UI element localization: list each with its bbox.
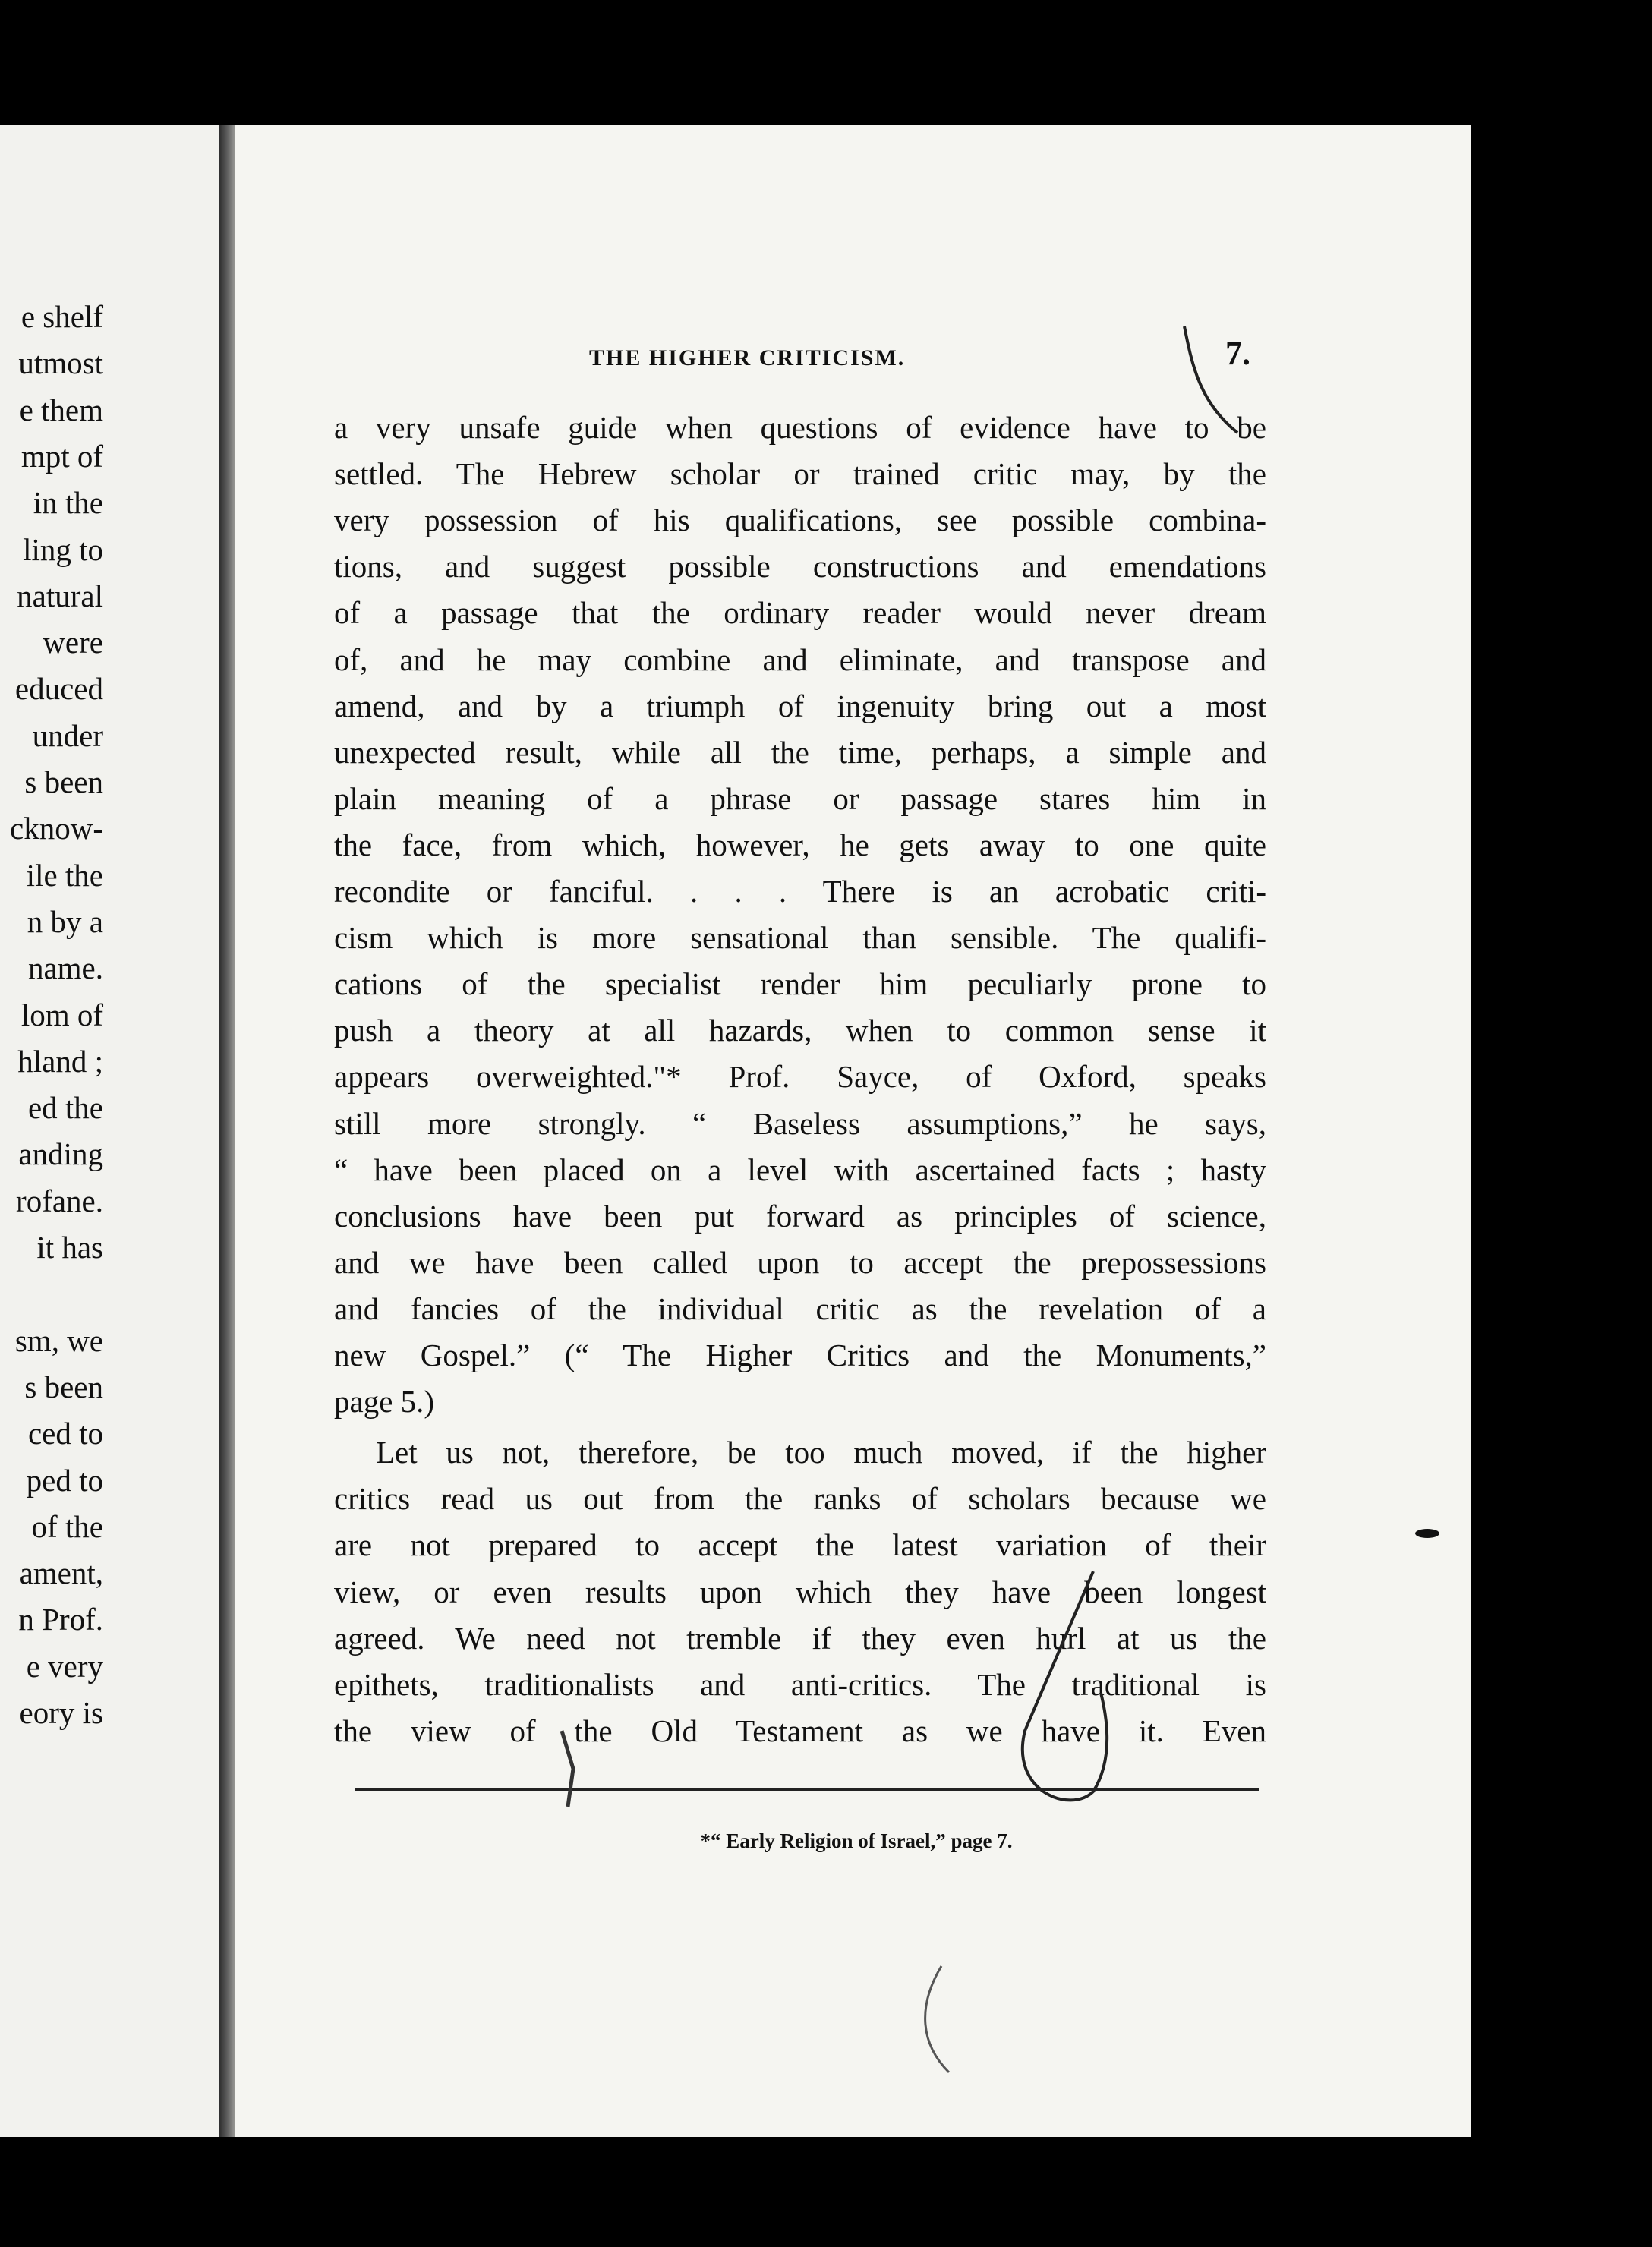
left-page-fragment: ling to [23, 531, 103, 567]
body-line: epithets, traditionalists and anti-critics. The traditional is [334, 1666, 1266, 1702]
scan-border-bottom [0, 2137, 1652, 2247]
scan-speck [1412, 1526, 1442, 1541]
body-line: and we have been called upon to accept the prepossessions [334, 1244, 1266, 1280]
left-page-fragment: natural [17, 578, 103, 613]
body-line: tions, and suggest possible constructions and emendations [334, 549, 1266, 585]
left-page-fragment: e very [26, 1648, 103, 1684]
left-page-fragment: under [32, 717, 103, 753]
body-line: amend, and by a triumph of ingenuity bring out a most [334, 688, 1266, 723]
left-page-fragment: educed [14, 671, 103, 707]
left-page-fragment: rofane. [16, 1183, 103, 1218]
body-line: cism which is more sensational than sensible. The qualifi- [334, 920, 1266, 956]
left-page-fragment: lom of [20, 997, 103, 1032]
running-title: THE HIGHER CRITICISM. [589, 345, 906, 370]
body-line: the view of the Old Testament as we have it. Even [334, 1713, 1266, 1748]
left-page-fragment: e them [19, 392, 103, 427]
pencil-loop-mark [979, 1564, 1124, 1829]
body-line: still more strongly. “ Baseless assumptions,” he says, [334, 1105, 1266, 1141]
body-line: the face, from which, however, he gets away to one quite [334, 827, 1266, 862]
left-page-fragment: ile the [26, 857, 103, 893]
body-line: plain meaning of a phrase or passage stares him in [334, 780, 1266, 816]
left-page-fragment: e shelf [20, 299, 103, 334]
body-line: very possession of his qualifications, see possible combina- [334, 503, 1266, 538]
body-line: agreed. We need not tremble if they even hurl at us the [334, 1620, 1266, 1656]
left-page-fragment: ced to [27, 1416, 103, 1451]
body-line: settled. The Hebrew scholar or trained critic may, by the [334, 456, 1266, 492]
body-line: are not prepared to accept the latest variation of their [334, 1527, 1266, 1563]
left-page-fragment: mpt of [20, 438, 103, 474]
body-line: critics read us out from the ranks of scholars because we [334, 1481, 1266, 1517]
left-page-fragment: it has [36, 1230, 103, 1265]
left-page-fragment: were [43, 625, 103, 660]
body-line: and fancies of the individual critic as the revelation of a [334, 1291, 1266, 1326]
left-page-fragment: n Prof. [18, 1602, 103, 1637]
body-line: cations of the specialist render him peculiarly prone to [334, 966, 1266, 1002]
body-line: Let us not, therefore, be too much moved, if the higher [376, 1435, 1266, 1470]
page-number: 7. [1225, 335, 1250, 372]
pencil-margin-mark [1169, 319, 1260, 440]
body-line: recondite or fanciful. . . . There is an acrobatic criti- [334, 874, 1266, 909]
left-page-fragment: s been [24, 1369, 103, 1404]
left-page-fragment: cknow- [10, 811, 103, 846]
body-line: of, and he may combine and eliminate, and transpose and [334, 641, 1266, 677]
body-line: of a passage that the ordinary reader would never dream [334, 595, 1266, 631]
body-line: view, or even results upon which they have been longest [334, 1574, 1266, 1609]
scan-border-top [0, 0, 1652, 125]
scan-border-right [1471, 0, 1652, 2247]
scan-speck [554, 1723, 585, 1814]
left-page-fragment: ed the [27, 1090, 103, 1126]
body-line: page 5.) [334, 1384, 435, 1420]
body-line: appears overweighted."* Prof. Sayce, of Oxford, speaks [334, 1059, 1266, 1095]
left-page-fragment: of the [31, 1508, 103, 1544]
left-page-fragment: utmost [18, 345, 103, 381]
left-page-fragment: anding [18, 1136, 103, 1172]
body-line: conclusions have been put forward as principles of science, [334, 1198, 1266, 1234]
body-line: new Gospel.” (“ The Higher Critics and the Monuments,” [334, 1338, 1266, 1372]
left-page-fragment: name. [27, 950, 103, 986]
body-line: push a theory at all hazards, when to common sense it [334, 1013, 1266, 1048]
left-page-fragment: n by a [27, 903, 103, 939]
body-line: unexpected result, while all the time, perhaps, a simple and [334, 734, 1266, 770]
pencil-stroke-mark [911, 1959, 957, 2080]
left-page-fragment: in the [33, 485, 103, 521]
left-page-fragment: hland ; [17, 1043, 103, 1079]
left-page-fragment: s been [24, 764, 103, 799]
left-page-fragment: ped to [26, 1462, 103, 1498]
left-page-fragment: sm, we [14, 1322, 103, 1358]
body-line: “ have been placed on a level with ascertained facts ; hasty [334, 1152, 1266, 1187]
left-page-fragment: ament, [19, 1555, 103, 1591]
left-page-fragment: eory is [19, 1695, 103, 1730]
body-line: a very unsafe guide when questions of evidence have to be [334, 410, 1266, 445]
footnote: *“ Early Religion of Israel,” page 7. [700, 1829, 1013, 1852]
